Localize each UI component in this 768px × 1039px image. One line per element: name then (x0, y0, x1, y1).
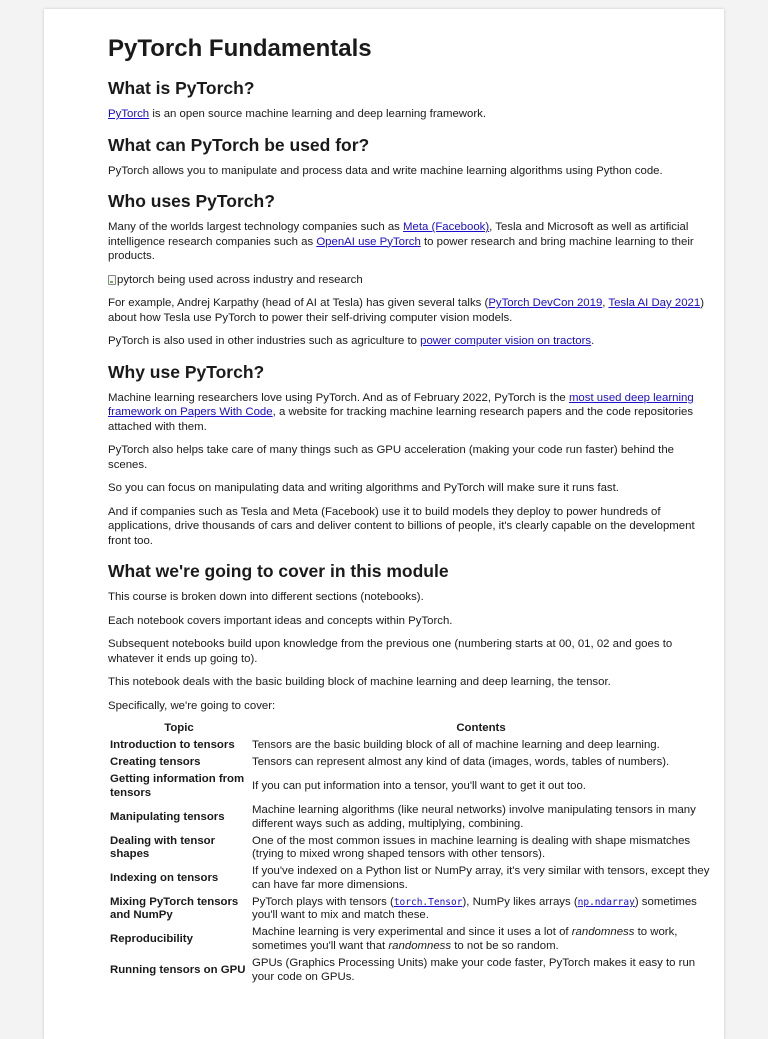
code-np-ndarray: np.ndarray (577, 896, 635, 908)
text-span: ), NumPy likes arrays ( (462, 895, 578, 908)
heading-cover: What we're going to cover in this module (108, 561, 449, 581)
link-papers-with-code[interactable]: most used deep learning framework on Papers With Code (108, 391, 694, 418)
heading-what-is-pytorch: What is PyTorch? (108, 78, 255, 98)
topics-table (108, 720, 712, 986)
contents-cell: If you've indexed on a Python list or NumPy array, it's very similar with tensors, except they can have far more dimensions. (252, 865, 710, 891)
code-torch-tensor: torch.Tensor (393, 896, 463, 908)
broken-image-icon (108, 275, 116, 285)
contents-cell: Tensors are the basic building block of all of machine learning and deep learning. (252, 739, 660, 752)
table-row (108, 863, 712, 894)
topic-cell: Creating tensors (110, 756, 201, 769)
paragraph-who-uses (108, 220, 712, 264)
emphasis-randomness: randomness (388, 939, 452, 952)
table-row (108, 925, 712, 956)
code-link-np-ndarray[interactable] (578, 896, 635, 908)
paragraph-cover-2: Each notebook covers important ideas and concepts within PyTorch. (108, 614, 453, 627)
notebook-content (108, 33, 712, 986)
text-span: Many of the worlds largest technology companies such as (108, 221, 404, 233)
contents-cell: GPUs (Graphics Processing Units) make your code faster, PyTorch makes it easy to run your code on GPUs. (252, 957, 696, 983)
paragraph-what-is (108, 107, 712, 122)
table-header-row (108, 720, 712, 738)
paragraph-why-1 (108, 391, 712, 435)
table-row (108, 833, 712, 864)
link-tractors[interactable]: power computer vision on tractors (420, 335, 592, 347)
paragraph-cover-5: Specifically, we're going to cover: (108, 699, 276, 712)
topic-cell: Indexing on tensors (110, 872, 219, 885)
heading-used-for: What can PyTorch be used for? (108, 134, 370, 155)
contents-cell (250, 894, 712, 925)
text-span: ) sometimes you'll want to mix and match these. (252, 895, 697, 922)
contents-cell: If you can put information into a tensor, you'll want to get it out too. (252, 780, 586, 793)
contents-cell (250, 925, 712, 956)
link-meta[interactable]: Meta (Facebook) (403, 221, 490, 233)
heading-who-uses: Who uses PyTorch? (108, 191, 275, 211)
topic-cell: Reproducibility (110, 933, 193, 946)
broken-image (108, 273, 712, 288)
link-openai[interactable]: OpenAI use PyTorch (316, 235, 421, 248)
table-row (108, 772, 712, 803)
topic-cell: Introduction to tensors (110, 739, 235, 752)
paragraph-cover-4: This notebook deals with the basic building block of machine learning and deep learning, the tensor. (108, 676, 611, 688)
contents-cell: Machine learning algorithms (like neural networks) involve manipulating tensors in many different ways such as adding, multiplying, combining. (252, 804, 696, 830)
text-span: is an open source machine learning and deep learning framework. (149, 108, 487, 120)
text-span: Machine learning researchers love using PyTorch. And as of February 2022, PyTorch is the (108, 391, 569, 404)
link-pytorch[interactable]: PyTorch (108, 108, 150, 120)
text-span: . (591, 335, 595, 347)
text-span: For example, Andrej Karpathy (head of AI at Tesla) has given several talks ( (108, 297, 489, 309)
topic-cell: Running tensors on GPU (110, 963, 246, 976)
emphasis-randomness: randomness (571, 926, 635, 939)
table-row (108, 738, 712, 755)
text-span: to not be so random. (451, 939, 559, 952)
paragraph-used-for: PyTorch allows you to manipulate and process data and write machine learning algorithms using Python code. (108, 164, 663, 177)
column-header-contents: Contents (456, 722, 506, 734)
topic-cell: Mixing PyTorch tensors and NumPy (110, 895, 239, 922)
table-row (108, 755, 712, 772)
paragraph-agriculture (108, 334, 712, 349)
text-span: Machine learning is very experimental and since it uses a lot of (252, 926, 572, 939)
heading-why-use: Why use PyTorch? (108, 361, 265, 382)
text-span: ) about how Tesla use PyTorch to power their self-driving computer vision models. (108, 297, 705, 324)
text-span: , a website for tracking machine learning research papers and the code repositories attached with them. (108, 406, 694, 433)
paragraph-karpathy (108, 296, 712, 325)
column-header-topic: Topic (164, 722, 194, 734)
table-row (108, 802, 712, 833)
table-row (108, 894, 712, 925)
text-span: to power research and bring machine learning to their products. (108, 235, 694, 262)
paragraph-why-2: PyTorch also helps take care of many things such as GPU acceleration (making your code run faster) behind the scenes. (108, 444, 675, 471)
text-span: , Tesla and Microsoft as well as artificial intelligence research companies such as (108, 221, 689, 248)
text-span: to work, sometimes you'll want that (252, 926, 678, 952)
paragraph-cover-3: Subsequent notebooks build upon knowledge from the previous one (numbering starts at 00, 01, 02 and goes to whatever it ends up going to). (108, 638, 673, 665)
text-span: PyTorch plays with tensors ( (252, 895, 394, 908)
paragraph-why-4: And if companies such as Tesla and Meta (Facebook) use it to build models they deploy to power hundreds of applications, drive thousands of cars and deliver content to billions of people, it's clearly capable on the development front too. (108, 505, 695, 547)
document-page (44, 9, 724, 1039)
paragraph-why-3: So you can focus on manipulating data and writing algorithms and PyTorch will make sure it runs fast. (108, 482, 619, 494)
link-devcon[interactable]: PyTorch DevCon 2019 (488, 297, 603, 309)
page-title: PyTorch Fundamentals (108, 35, 372, 62)
topic-cell: Manipulating tensors (110, 810, 225, 823)
text-span: , (602, 297, 609, 309)
text-span: PyTorch is also used in other industries such as agriculture to (108, 335, 421, 347)
paragraph-cover-1: This course is broken down into different sections (notebooks). (108, 591, 424, 603)
link-ai-day[interactable]: Tesla AI Day 2021 (608, 297, 701, 309)
contents-cell: One of the most common issues in machine learning is dealing with shape mismatches (trying to mixed wrong shaped tensors with other tensors). (252, 834, 691, 861)
code-link-torch-tensor[interactable] (394, 896, 463, 908)
topic-cell: Getting information from tensors (110, 773, 245, 799)
topic-cell: Dealing with tensor shapes (110, 834, 216, 861)
image-alt-text: pytorch being used across industry and research (117, 273, 363, 286)
contents-cell: Tensors can represent almost any kind of data (images, words, tables of numbers). (252, 756, 670, 769)
table-row (108, 955, 712, 986)
